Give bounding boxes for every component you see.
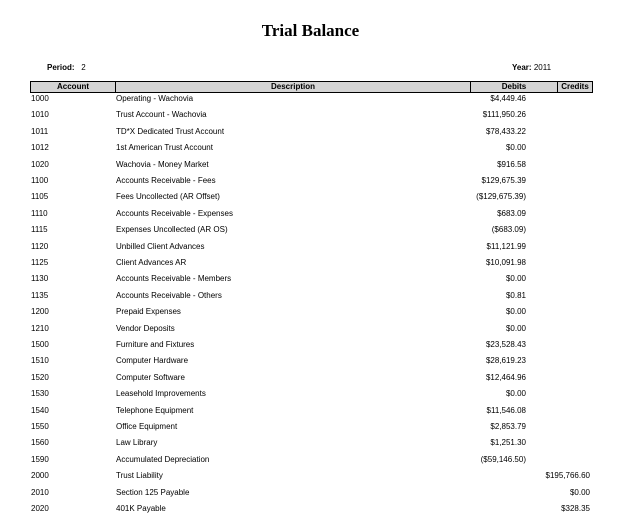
description-cell: TD*X Dedicated Trust Account: [116, 127, 225, 136]
debit-cell: $683.09: [497, 209, 526, 218]
table-row: [0, 241, 621, 253]
credit-cell: $0.00: [569, 488, 590, 497]
account-cell: 2020: [31, 504, 49, 513]
debit-cell: $10,091.98: [485, 258, 526, 267]
description-cell: Furniture and Fixtures: [116, 340, 195, 349]
account-cell: 1135: [31, 291, 49, 300]
table-row: [0, 191, 621, 203]
table-row: [0, 142, 621, 154]
table-row: [0, 503, 621, 515]
account-cell: 1020: [31, 160, 49, 169]
debit-cell: $23,528.43: [485, 340, 526, 349]
description-cell: Leasehold Improvements: [116, 389, 206, 398]
debit-cell: $4,449.46: [490, 94, 526, 103]
description-cell: Operating - Wachovia: [116, 94, 194, 103]
credit-cell: $328.35: [561, 504, 590, 513]
description-cell: Prepaid Expenses: [116, 307, 181, 316]
account-cell: 1590: [31, 455, 49, 464]
table-row: [0, 388, 621, 400]
table-row: [0, 372, 621, 384]
description-cell: Office Equipment: [116, 422, 178, 431]
table-row: [0, 421, 621, 433]
table-row: [0, 339, 621, 351]
account-cell: 1100: [31, 176, 49, 185]
account-cell: 1105: [31, 192, 49, 201]
account-cell: 1010: [31, 110, 49, 119]
account-cell: 2010: [31, 488, 49, 497]
account-cell: 1510: [31, 356, 49, 365]
debit-cell: $11,546.08: [486, 406, 526, 415]
column-header-description: Description: [116, 82, 471, 92]
column-header-debits: Debits: [471, 82, 558, 92]
description-cell: Client Advances AR: [116, 258, 187, 267]
debit-cell: $0.00: [505, 274, 526, 283]
period-value: 2: [81, 63, 86, 72]
year-value: 2011: [533, 63, 552, 72]
description-cell: Telephone Equipment: [116, 406, 194, 415]
description-cell: Expenses Uncollected (AR OS): [116, 225, 228, 234]
description-cell: Accounts Receivable - Others: [116, 291, 222, 300]
table-row: [0, 159, 621, 171]
account-cell: 1125: [31, 258, 49, 267]
table-row: [0, 454, 621, 466]
credit-cell: $195,766.60: [545, 471, 590, 480]
account-cell: 1560: [31, 438, 49, 447]
debit-cell: ($129,675.39): [476, 192, 526, 201]
account-cell: 1540: [31, 406, 49, 415]
account-cell: 1210: [31, 324, 49, 333]
account-cell: 1200: [31, 307, 49, 316]
debit-cell: $129,675.39: [481, 176, 526, 185]
debit-cell: $12,464.96: [485, 373, 526, 382]
table-row: [0, 93, 621, 105]
table-row: [0, 257, 621, 269]
debit-cell: $0.00: [505, 307, 526, 316]
account-cell: 1110: [31, 209, 48, 218]
debit-cell: $11,121.99: [486, 242, 526, 251]
table-row: [0, 437, 621, 449]
account-cell: 1500: [31, 340, 49, 349]
debit-cell: $0.00: [505, 324, 526, 333]
report-title: Trial Balance: [261, 21, 360, 40]
description-cell: Wachovia - Money Market: [116, 160, 209, 169]
description-cell: Section 125 Payable: [116, 488, 190, 497]
table-row: [0, 405, 621, 417]
debit-cell: ($683.09): [491, 225, 526, 234]
debit-cell: $78,433.22: [485, 127, 526, 136]
debit-cell: $1,251.30: [490, 438, 526, 447]
table-row: [0, 126, 621, 138]
description-cell: Accumulated Depreciation: [116, 455, 210, 464]
debit-cell: $916.58: [497, 160, 526, 169]
table-row: [0, 109, 621, 121]
description-cell: Accounts Receivable - Expenses: [116, 209, 233, 218]
description-cell: Computer Software: [116, 373, 185, 382]
debit-cell: ($59,146.50): [480, 455, 526, 464]
description-cell: Accounts Receivable - Members: [116, 274, 232, 283]
table-row: [0, 224, 621, 236]
debit-cell: $0.00: [505, 143, 526, 152]
account-cell: 1520: [31, 373, 49, 382]
account-cell: 2000: [31, 471, 49, 480]
table-row: [0, 323, 621, 335]
description-cell: Trust Account - Wachovia: [116, 110, 207, 119]
account-cell: 1011: [31, 127, 49, 136]
debit-cell: $111,950.26: [482, 110, 526, 119]
account-cell: 1550: [31, 422, 49, 431]
description-cell: 401K Payable: [116, 504, 166, 513]
description-cell: Law Library: [116, 438, 158, 447]
account-cell: 1012: [31, 143, 49, 152]
period-label: Period:: [47, 63, 75, 72]
year-label: Year:: [512, 63, 532, 72]
table-row: [0, 273, 621, 285]
description-cell: 1st American Trust Account: [116, 143, 213, 152]
debit-cell: $0.81: [505, 291, 526, 300]
account-cell: 1530: [31, 389, 49, 398]
account-cell: 1120: [31, 242, 49, 251]
table-row: [0, 487, 621, 499]
column-header-account: Account: [31, 82, 116, 92]
table-row: [0, 470, 621, 482]
debit-cell: $0.00: [505, 389, 526, 398]
table-row: [0, 290, 621, 302]
table-row: [0, 306, 621, 318]
description-cell: Vendor Deposits: [116, 324, 175, 333]
description-cell: Computer Hardware: [116, 356, 189, 365]
description-cell: Accounts Receivable - Fees: [116, 176, 216, 185]
description-cell: Unbilled Client Advances: [116, 242, 205, 251]
debit-cell: $2,853.79: [490, 422, 526, 431]
table-row: [0, 208, 621, 220]
description-cell: Fees Uncollected (AR Offset): [116, 192, 220, 201]
account-cell: 1115: [31, 225, 48, 234]
account-cell: 1130: [31, 274, 49, 283]
debit-cell: $28,619.23: [485, 356, 526, 365]
column-header-credits: Credits: [561, 82, 589, 91]
account-cell: 1000: [31, 94, 49, 103]
table-row: [0, 355, 621, 367]
table-row: [0, 175, 621, 187]
description-cell: Trust Liability: [116, 471, 163, 480]
